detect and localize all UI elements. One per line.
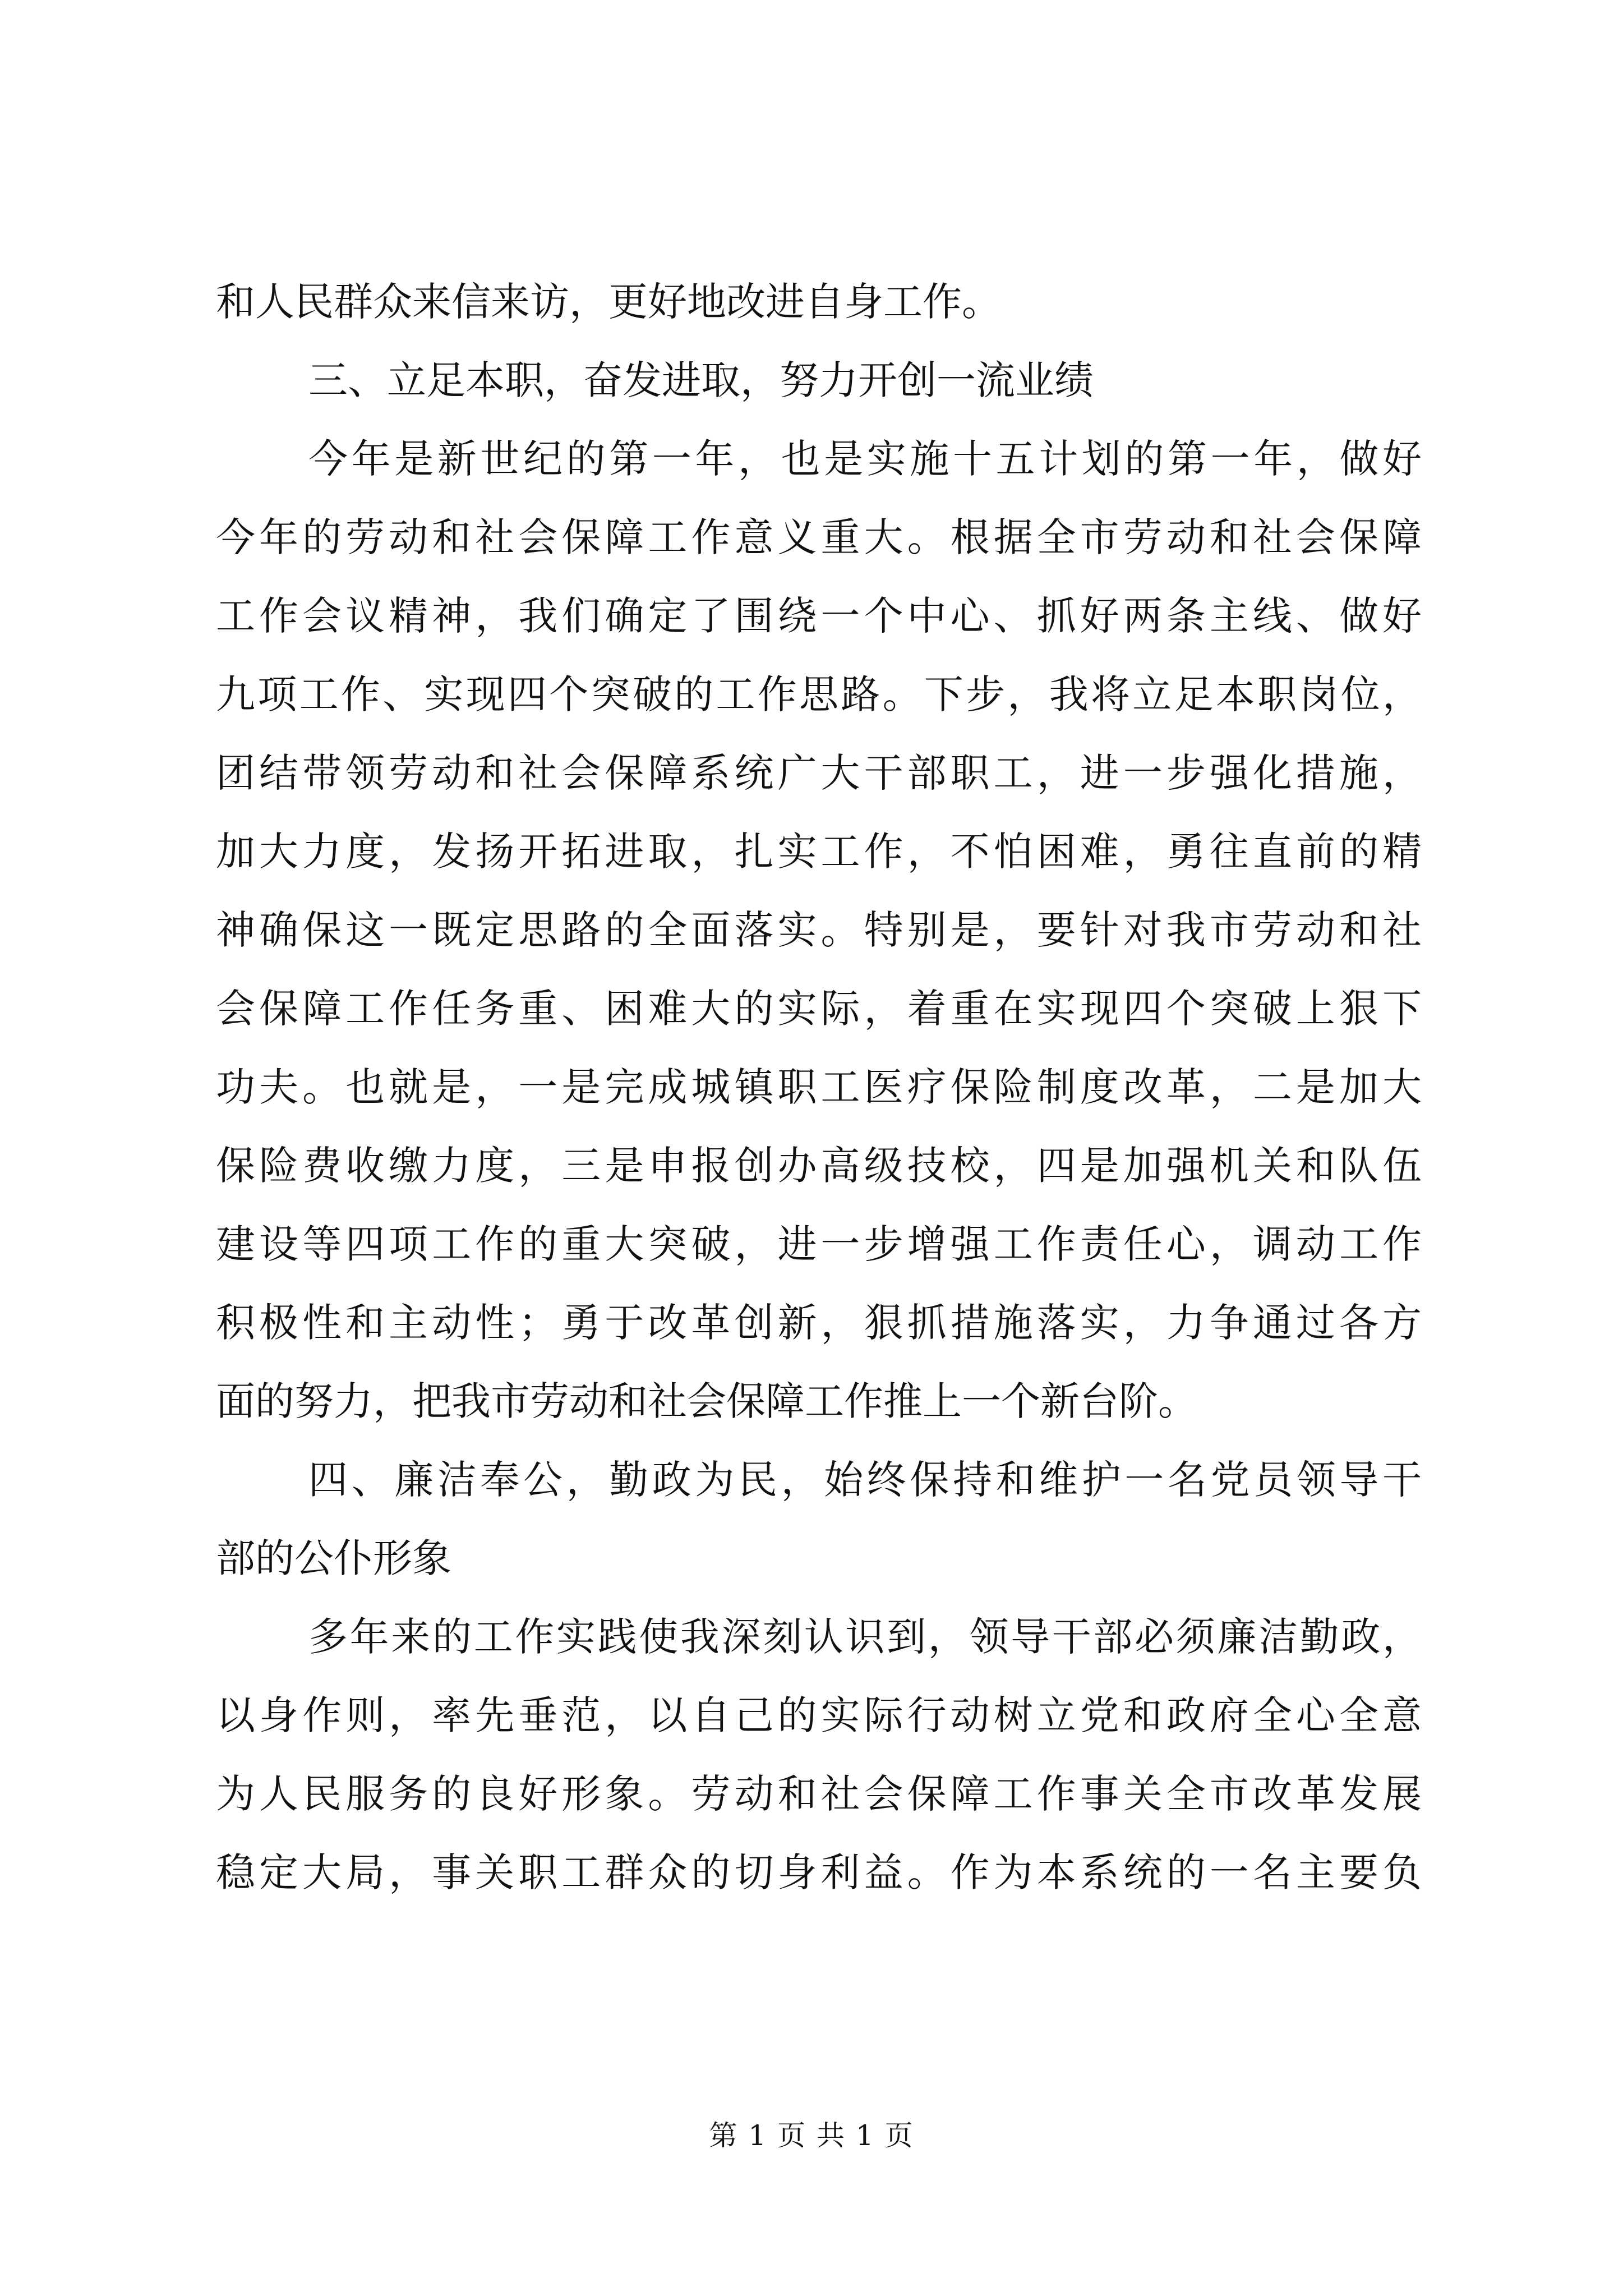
text-line: 和人民群众来信来访，更好地改进自身工作。 bbox=[216, 279, 1001, 325]
text-line: 神确保这一既定思路的全面落实。特别是，要针对我市劳动和社 bbox=[216, 907, 1422, 953]
text-line: 稳定大局，事关职工群众的切身利益。作为本系统的一名主要负 bbox=[216, 1849, 1422, 1895]
text-line: 团结带领劳动和社会保障系统广大干部职工，进一步强化措施， bbox=[216, 750, 1422, 796]
text-line: 为人民服务的良好形象。劳动和社会保障工作事关全市改革发展 bbox=[216, 1771, 1422, 1817]
text-line: 以身作则，率先垂范，以自己的实际行动树立党和政府全心全意 bbox=[216, 1692, 1422, 1738]
text-line: 工作会议精神，我们确定了围绕一个中心、抓好两条主线、做好 bbox=[216, 593, 1422, 639]
page-footer: 第 1 页 共 1 页 bbox=[709, 2119, 914, 2152]
text-line: 九项工作、实现四个突破的工作思路。下步，我将立足本职岗位， bbox=[216, 671, 1422, 717]
document-body bbox=[216, 263, 1422, 1912]
text-line: 面的努力，把我市劳动和社会保障工作推上一个新台阶。 bbox=[216, 1378, 1197, 1424]
section-heading-3: 三、立足本职，奋发进取，努力开创一流业绩 bbox=[308, 357, 1094, 403]
section-heading-4-cont: 部的公仆形象 bbox=[216, 1535, 451, 1581]
text-line: 今年的劳动和社会保障工作意义重大。根据全市劳动和社会保障 bbox=[216, 514, 1422, 560]
text-line: 保险费收缴力度，三是申报创办高级技校，四是加强机关和队伍 bbox=[216, 1143, 1422, 1189]
text-line: 积极性和主动性；勇于改革创新，狠抓措施落实，力争通过各方 bbox=[216, 1300, 1422, 1346]
text-line: 功夫。也就是，一是完成城镇职工医疗保险制度改革，二是加大 bbox=[216, 1064, 1422, 1110]
section-heading-4: 四、廉洁奉公，勤政为民，始终保持和维护一名党员领导干 bbox=[308, 1457, 1422, 1503]
text-line: 多年来的工作实践使我深刻认识到，领导干部必须廉洁勤政， bbox=[308, 1614, 1422, 1660]
text-line: 建设等四项工作的重大突破，进一步增强工作责任心，调动工作 bbox=[216, 1221, 1422, 1267]
text-line: 今年是新世纪的第一年，也是实施十五计划的第一年，做好 bbox=[308, 436, 1422, 482]
text-line: 加大力度，发扬开拓进取，扎实工作，不怕困难，勇往直前的精 bbox=[216, 829, 1422, 875]
text-line: 会保障工作任务重、困难大的实际，着重在实现四个突破上狠下 bbox=[216, 986, 1422, 1032]
